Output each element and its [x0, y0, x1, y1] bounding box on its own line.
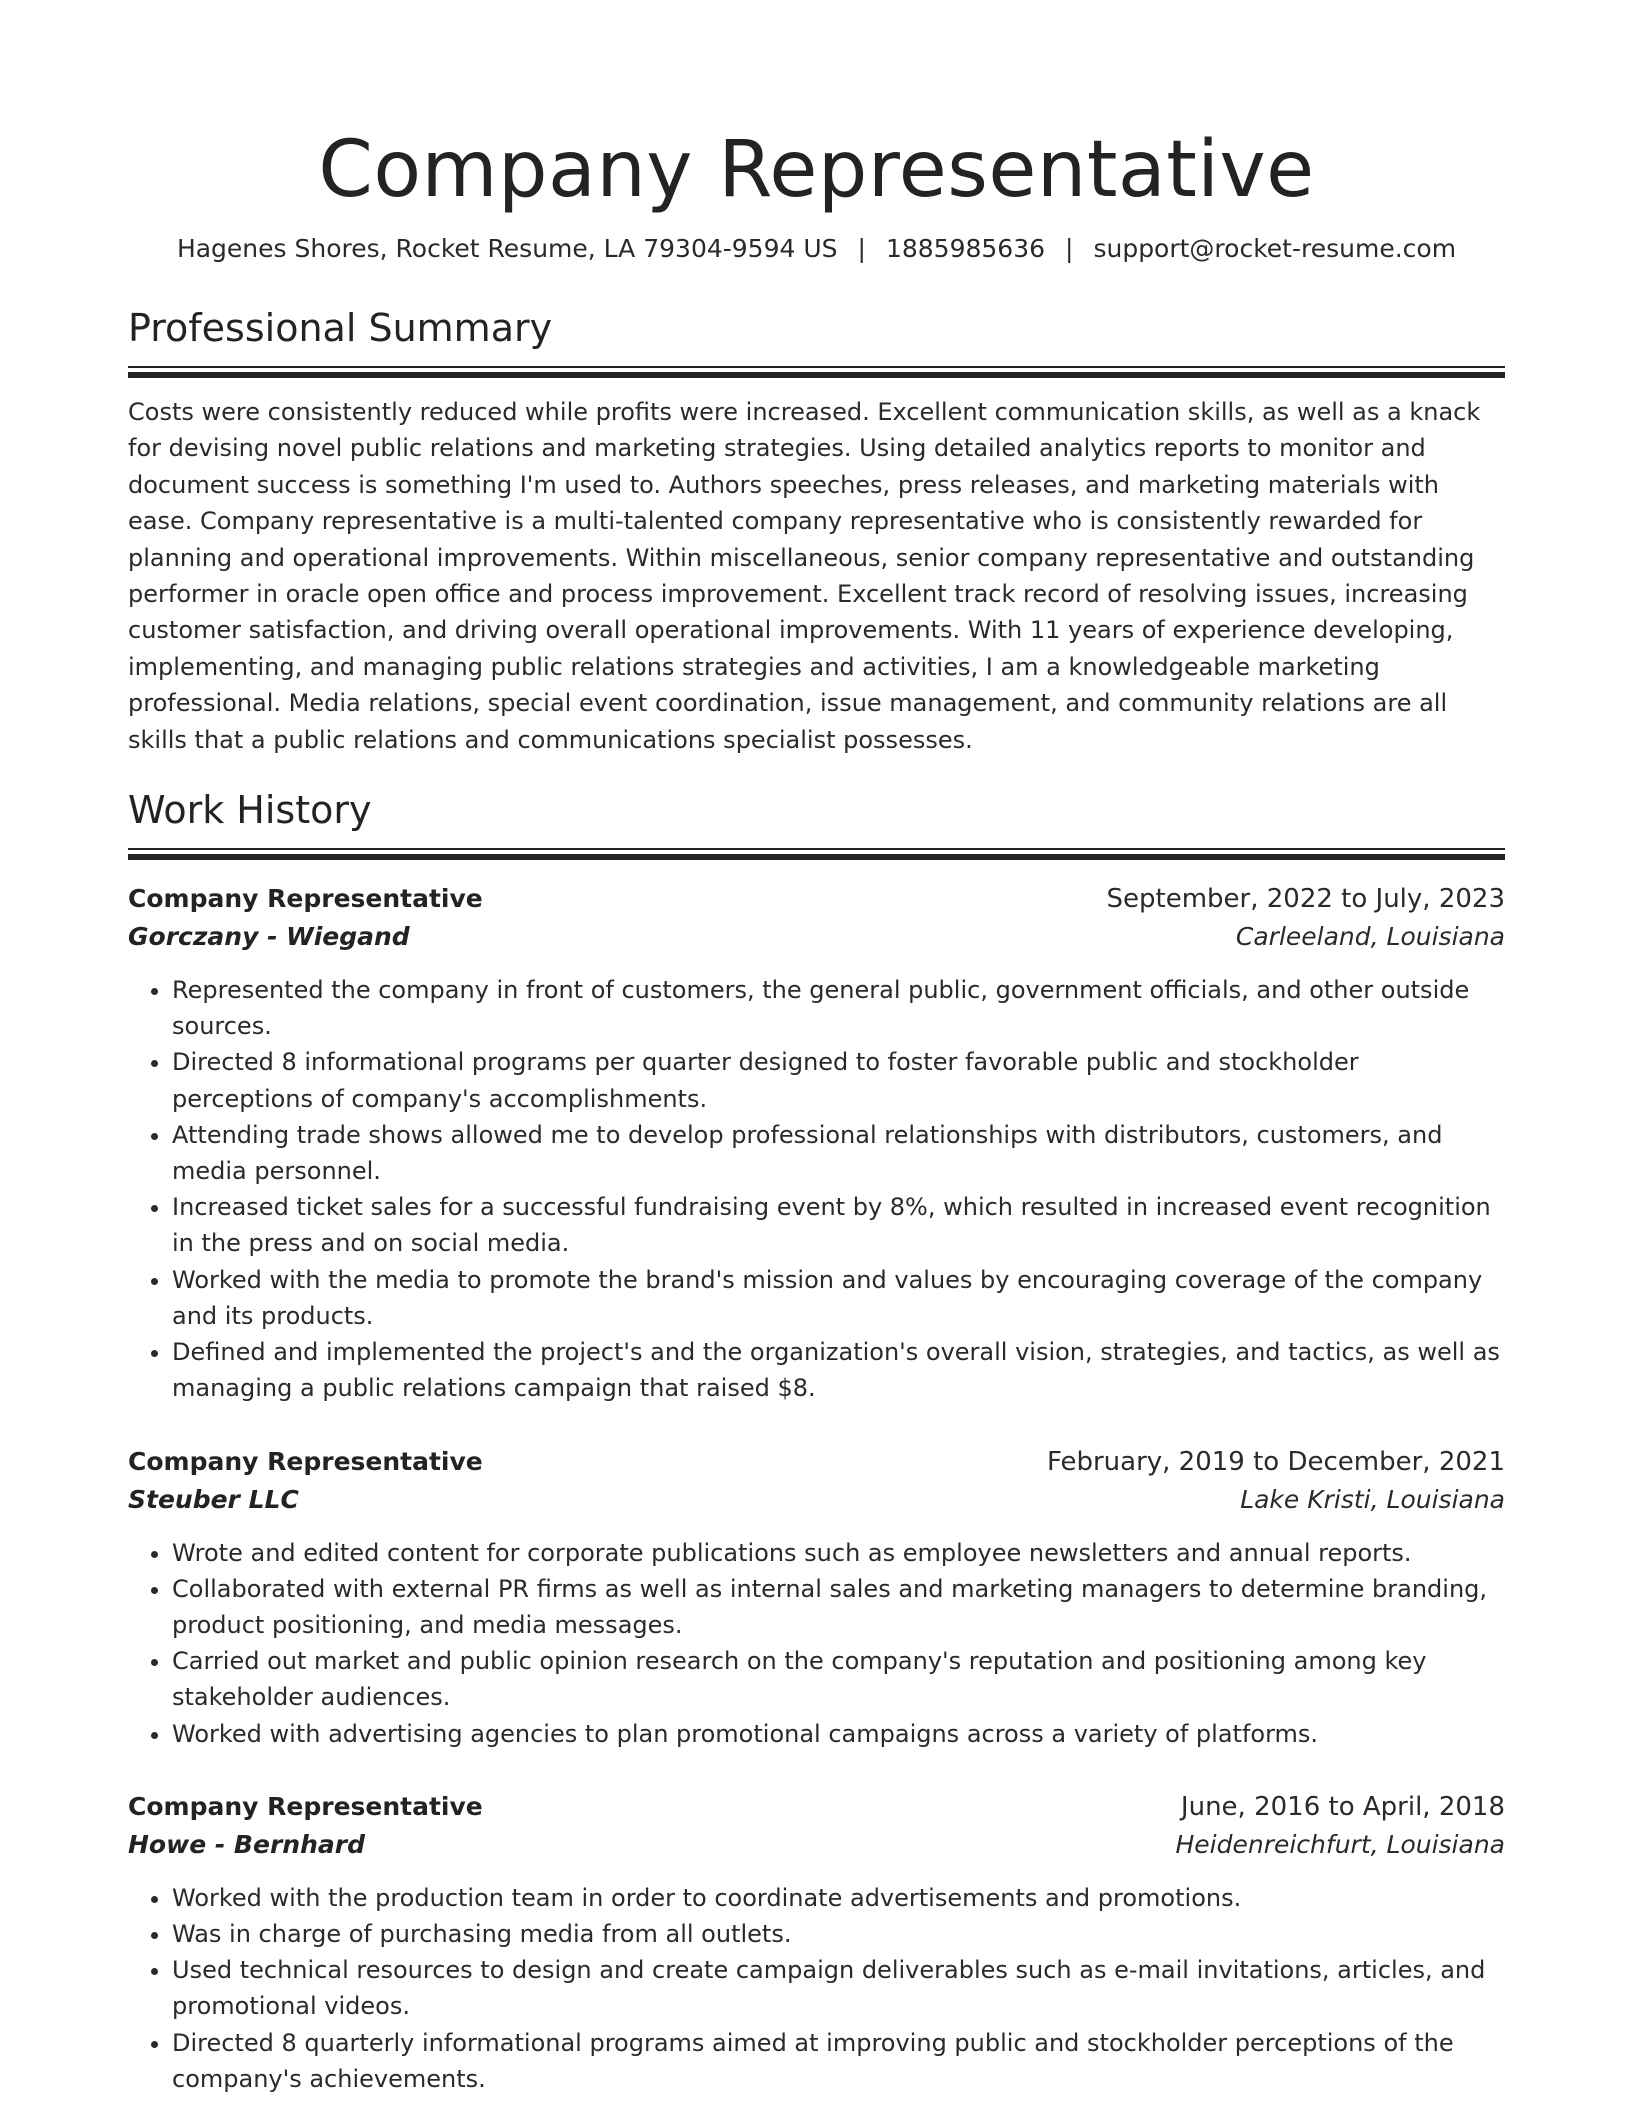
job-bullet: • Worked with the production team in order to coordinate advertisements and promotions. [172, 1880, 1505, 1916]
contact-separator: | [857, 234, 866, 263]
work-history-section [128, 786, 1505, 2097]
job-company: Steuber LLC [128, 1484, 299, 1514]
job-bullet: • Worked with the media to promote the brand's mission and values by encouraging coverage of the company and its products. [172, 1262, 1505, 1334]
contact-phone: 1885985636 [885, 234, 1046, 263]
job-bullet: • Collaborated with external PR firms as well as internal sales and marketing managers to determine branding, product positioning, and media messages. [172, 1571, 1505, 1643]
job-bullet: • Attending trade shows allowed me to develop professional relationships with distributors, customers, and media personnel. [172, 1117, 1505, 1189]
job-bullet: • Defined and implemented the project's and the organization's overall vision, strategies, and tactics, as well as managing a public relations campaign that raised $8. [172, 1334, 1505, 1406]
job-bullet-list [128, 972, 1505, 1406]
job-bullet: • Worked with advertising agencies to plan promotional campaigns across a variety of platforms. [172, 1716, 1505, 1752]
job-company: Howe - Bernhard [128, 1829, 365, 1859]
section-title-work-history: Work History [128, 788, 372, 833]
job-header-row [128, 880, 1505, 918]
job-company-row [128, 1826, 1505, 1864]
job-bullet: • Increased ticket sales for a successful fundraising event by 8%, which resulted in increased event recognition in the press and on social media. [172, 1189, 1505, 1261]
contact-line [128, 232, 1505, 266]
job-dates: February, 2019 to December, 2021 [1046, 1446, 1505, 1477]
job-entry [128, 880, 1505, 1406]
contact-separator: | [1065, 234, 1074, 263]
job-dates: September, 2022 to July, 2023 [1106, 884, 1505, 915]
job-bullet: • Wrote and edited content for corporate publications such as employee newsletters and annual reports. [172, 1535, 1505, 1571]
section-divider [128, 848, 1505, 860]
resume-name: Company Representative [318, 125, 1315, 215]
job-location: Heidenreichfurt, Louisiana [1175, 1829, 1505, 1859]
professional-summary-section [128, 304, 1505, 758]
job-header-row [128, 1788, 1505, 1826]
job-bullet: • Carried out market and public opinion research on the company's reputation and positioning among key stakeholder audiences. [172, 1643, 1505, 1715]
job-title: Company Representative [128, 884, 483, 914]
job-bullet: • Directed 8 quarterly informational programs aimed at improving public and stockholder perceptions of the company's achievements. [172, 2025, 1505, 2097]
job-bullet-list [128, 1535, 1505, 1752]
job-company-row [128, 1481, 1505, 1519]
job-location: Carleeland, Louisiana [1235, 922, 1505, 952]
job-entry [128, 1788, 1505, 2097]
section-title-summary: Professional Summary [128, 306, 553, 350]
summary-text: Costs were consistently reduced while profits were increased. Excellent communication skills, as well as a knack for devising novel public relations and marketing strategies. Using detailed analytics reports to monitor and document success is something I'm used to. Authors speeches, press releases, and marketing materials with ease. Company representative is a multi-talented company representative who is consistently rewarded for planning and operational improvements. Within miscellaneous, senior company representative and outstanding performer in oracle open office and process improvement. Excellent track record of resolving issues, increasing customer satisfaction, and driving overall operational improvements. With 11 years of experience developing, implementing, and managing public relations strategies and activities, I am a knowledgeable marketing professional. Media relations, special event coordination, issue management, and community relations are all skills that a public relations and communications specialist possesses. [128, 398, 1481, 754]
section-divider [128, 366, 1505, 378]
job-bullet-list [128, 1880, 1505, 2097]
contact-email: support@rocket-resume.com [1093, 234, 1457, 263]
job-title: Company Representative [128, 1791, 483, 1821]
job-entry [128, 1443, 1505, 1752]
job-title: Company Representative [128, 1446, 483, 1476]
job-bullet: • Directed 8 informational programs per quarter designed to foster favorable public and stockholder perceptions of company's accomplishments. [172, 1044, 1505, 1116]
job-company-row [128, 918, 1505, 956]
job-bullet: • Represented the company in front of customers, the general public, government officials, and other outside sources. [172, 972, 1505, 1044]
job-bullet: • Was in charge of purchasing media from all outlets. [172, 1916, 1505, 1952]
job-location: Lake Kristi, Louisiana [1240, 1484, 1505, 1514]
resume-page [128, 0, 1505, 2097]
contact-address: Hagenes Shores, Rocket Resume, LA 79304-9594 US [176, 234, 838, 263]
job-bullet: • Used technical resources to design and create campaign deliverables such as e-mail invitations, articles, and promotional videos. [172, 1952, 1505, 2024]
job-dates: June, 2016 to April, 2018 [1180, 1791, 1505, 1822]
job-header-row [128, 1443, 1505, 1481]
job-company: Gorczany - Wiegand [128, 922, 410, 952]
